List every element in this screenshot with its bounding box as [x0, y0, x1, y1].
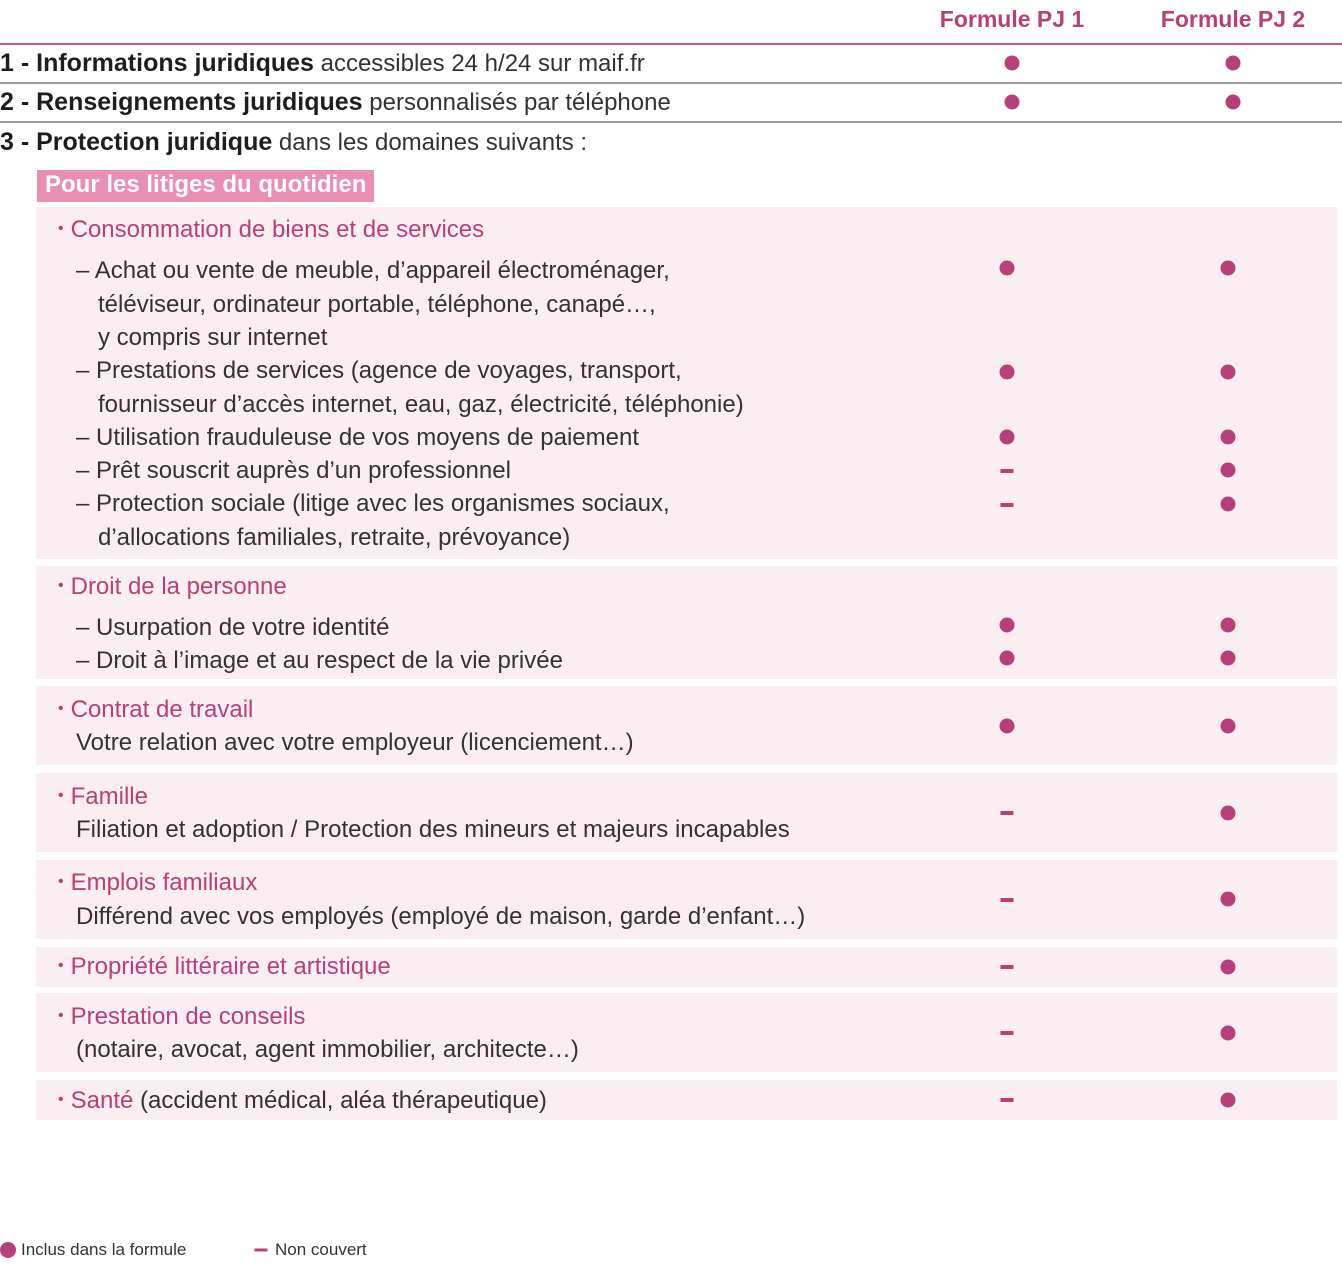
row-renseignements-juridiques — [0, 88, 671, 117]
section-title: • Famille — [58, 783, 148, 810]
item-line: Filiation et adoption / Protection des mineurs et majeurs incapables — [76, 816, 790, 843]
included-dot — [1221, 1093, 1236, 1108]
included-dot — [1000, 719, 1015, 734]
included-dot — [1221, 261, 1236, 276]
legend-not-covered-dash — [255, 1249, 268, 1252]
column-header-pj1: Formule PJ 1 — [939, 6, 1085, 32]
item-line: – Achat ou vente de meuble, d’appareil électroménager, — [76, 257, 670, 284]
divider — [0, 82, 1342, 84]
section-title: • Prestation de conseils — [58, 1003, 306, 1030]
included-dot — [1221, 806, 1236, 821]
item-line: – Droit à l’image et au respect de la vie privée — [76, 647, 563, 674]
section-title: • Consommation de biens et de services — [58, 216, 485, 243]
item-line: – Utilisation frauduleuse de vos moyens de paiement — [76, 424, 639, 451]
item-line: – Protection sociale (litige avec les organismes sociaux, — [76, 490, 670, 517]
divider — [0, 121, 1342, 123]
not-covered-dash — [1001, 811, 1014, 815]
included-dot — [1221, 365, 1236, 380]
row-description: personnalisés par téléphone — [362, 89, 671, 116]
legend-included-dot — [0, 1242, 16, 1258]
row-description: dans les domaines suivants : — [272, 129, 588, 156]
section-title-detail: (accident médical, aléa thérapeutique) — [133, 1087, 547, 1114]
item-line: d’allocations familiales, retraite, prévoyance) — [98, 524, 571, 551]
legend-not-covered-label: Non couvert — [275, 1240, 367, 1259]
included-dot — [1000, 365, 1015, 380]
row-protection-juridique — [0, 128, 587, 157]
row-description: accessibles 24 h/24 sur maif.fr — [313, 50, 645, 77]
item-line: fournisseur d’accès internet, eau, gaz, électricité, téléphonie) — [98, 391, 744, 418]
section-title: • Contrat de travail — [58, 696, 254, 723]
not-covered-dash — [1001, 898, 1014, 902]
included-dot — [1221, 618, 1236, 633]
section-title: • Santé (accident médical, aléa thérapeutique) — [58, 1087, 547, 1114]
included-dot — [1000, 618, 1015, 633]
section-title: • Emplois familiaux — [58, 869, 258, 896]
column-header-pj2: Formule PJ 2 — [1160, 6, 1306, 32]
row-number: 3 - — [0, 128, 37, 156]
not-covered-dash — [1001, 503, 1014, 507]
included-dot — [1226, 95, 1241, 110]
included-dot — [1221, 719, 1236, 734]
item-line: (notaire, avocat, agent immobilier, architecte…) — [76, 1036, 579, 1063]
item-line: – Usurpation de votre identité — [76, 614, 390, 641]
section-title: • Propriété littéraire et artistique — [58, 953, 391, 980]
included-dot — [1221, 430, 1236, 445]
included-dot — [1221, 463, 1236, 478]
included-dot — [1221, 960, 1236, 975]
included-dot — [1000, 261, 1015, 276]
not-covered-dash — [1001, 469, 1014, 473]
divider — [0, 43, 1342, 45]
included-dot — [1226, 56, 1241, 71]
included-dot — [1000, 651, 1015, 666]
included-dot — [1005, 56, 1020, 71]
included-dot — [1005, 95, 1020, 110]
item-line: – Prestations de services (agence de voyages, transport, — [76, 357, 682, 384]
included-dot — [1221, 651, 1236, 666]
section-title: • Droit de la personne — [58, 573, 287, 600]
row-title: Protection juridique — [36, 128, 273, 156]
included-dot — [1221, 892, 1236, 907]
item-line: Différend avec vos employés (employé de maison, garde d’enfant…) — [76, 903, 806, 930]
legend-included-label: Inclus dans la formule — [21, 1240, 187, 1259]
not-covered-dash — [1001, 965, 1014, 969]
item-line: téléviseur, ordinateur portable, téléphone, canapé…, — [98, 291, 656, 318]
row-number: 2 - — [0, 88, 37, 116]
included-dot — [1000, 430, 1015, 445]
included-dot — [1221, 1026, 1236, 1041]
row-number: 1 - — [0, 49, 37, 77]
item-line: y compris sur internet — [98, 324, 328, 351]
not-covered-dash — [1001, 1098, 1014, 1102]
included-dot — [1221, 497, 1236, 512]
not-covered-dash — [1001, 1031, 1014, 1035]
row-informations-juridiques — [0, 49, 645, 78]
category-label: Pour les litiges du quotidien — [37, 170, 374, 202]
row-title: Renseignements juridiques — [36, 88, 363, 116]
item-line: – Prêt souscrit auprès d’un professionnel — [76, 457, 511, 484]
row-title: Informations juridiques — [36, 49, 314, 77]
item-line: Votre relation avec votre employeur (licenciement…) — [76, 729, 634, 756]
